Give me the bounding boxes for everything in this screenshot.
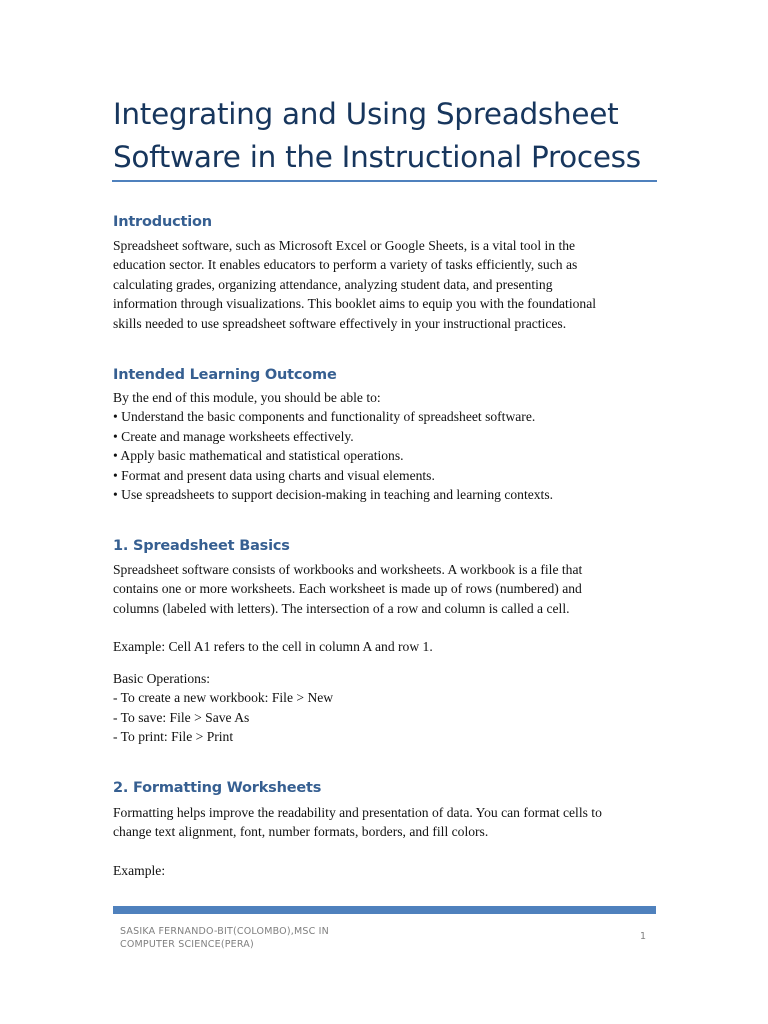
- title-line-1: Integrating and Using Spreadsheet: [113, 97, 619, 131]
- formatting-paragraph: [113, 803, 653, 842]
- heading-spreadsheet-basics: 1. Spreadsheet Basics: [113, 538, 290, 554]
- list-item: • Format and present data using charts and visual elements.: [113, 467, 435, 483]
- footer-bar: [113, 906, 656, 914]
- list-item: - To print: File > Print: [113, 729, 234, 745]
- list-item: - To save: File > Save As: [113, 709, 250, 725]
- heading-learning-outcome: Intended Learning Outcome: [113, 367, 337, 383]
- list-item: • Use spreadsheets to support decision-making in teaching and learning contexts.: [113, 487, 554, 503]
- document-title: [113, 93, 673, 179]
- basics-paragraph: [113, 560, 653, 618]
- text-line: information through visualizations. This booklet aims to equip you with the foundational: [113, 296, 597, 312]
- list-item: • Apply basic mathematical and statistical operations.: [113, 448, 404, 464]
- formatting-example: Example:: [113, 863, 166, 878]
- list-item: • Create and manage worksheets effectively.: [113, 428, 354, 444]
- basic-operations-list: [113, 669, 653, 747]
- text-line: Spreadsheet software consists of workbooks and worksheets. A workbook is a file that: [113, 562, 583, 577]
- title-line-2: Software in the Instructional Process: [113, 140, 641, 174]
- basics-example: Example: Cell A1 refers to the cell in column A and row 1.: [113, 639, 433, 654]
- outcome-list: [113, 388, 653, 504]
- text-line: Spreadsheet software, such as Microsoft Excel or Google Sheets, is a vital tool in the: [113, 238, 576, 253]
- introduction-paragraph: [113, 236, 653, 333]
- heading-formatting-worksheets: 2. Formatting Worksheets: [113, 780, 322, 796]
- footer-author-line: SASIKA FERNANDO-BIT(COLOMBO),MSC IN: [120, 926, 329, 937]
- page-number: 1: [640, 931, 647, 942]
- text-line: columns (labeled with letters). The intersection of a row and column is called a cell.: [113, 600, 570, 616]
- text-line: By the end of this module, you should be able to:: [113, 390, 381, 405]
- text-line: change text alignment, font, number formats, borders, and fill colors.: [113, 824, 489, 840]
- text-line: education sector. It enables educators to perform a variety of tasks efficiently, such as: [113, 257, 578, 273]
- list-item: - To create a new workbook: File > New: [113, 690, 334, 706]
- text-line: skills needed to use spreadsheet software effectively in your instructional practices.: [113, 315, 567, 331]
- list-item: • Understand the basic components and functionality of spreadsheet software.: [113, 409, 536, 425]
- title-underline: [112, 180, 657, 182]
- footer-author: [120, 925, 420, 951]
- footer-author-line: COMPUTER SCIENCE(PERA): [120, 939, 254, 950]
- text-line: contains one or more worksheets. Each worksheet is made up of rows (numbered) and: [113, 581, 582, 597]
- text-line: calculating grades, organizing attendance, analyzing student data, and presenting: [113, 276, 553, 292]
- heading-introduction: Introduction: [113, 214, 212, 230]
- text-line: Formatting helps improve the readability and presentation of data. You can format cells to: [113, 805, 602, 820]
- text-line: Basic Operations:: [113, 671, 211, 686]
